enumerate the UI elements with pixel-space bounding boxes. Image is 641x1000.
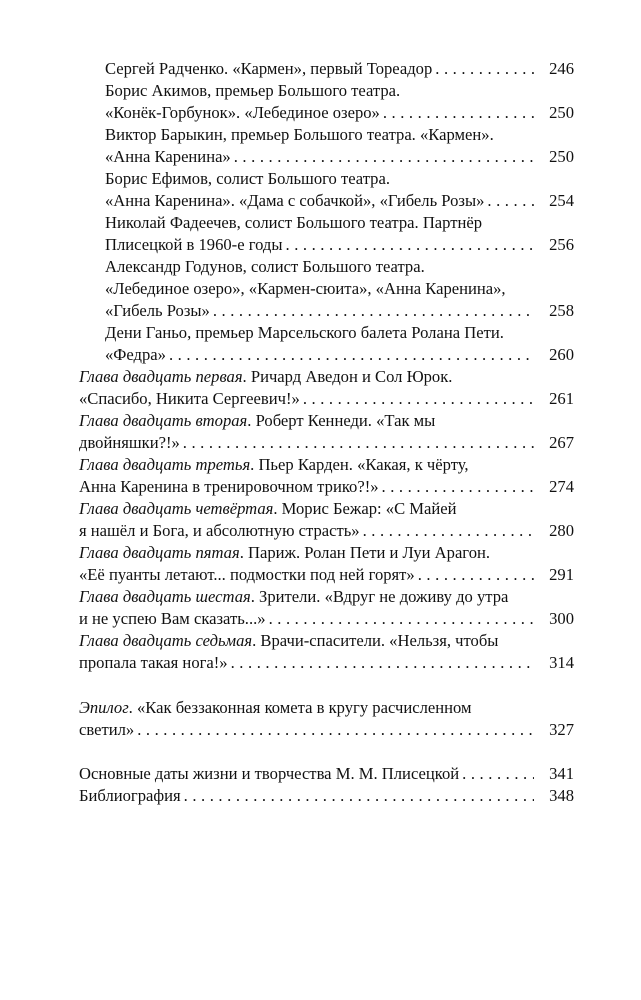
toc-entry xyxy=(79,763,574,785)
toc-entry xyxy=(79,630,574,674)
dot-leader xyxy=(169,344,534,366)
toc-entry-line xyxy=(105,322,574,344)
toc-entry-line xyxy=(79,719,574,741)
entry-title: Борис Ефимов, солист Большого театра. xyxy=(105,169,390,188)
toc-entry-text xyxy=(79,366,452,388)
dot-leader xyxy=(418,564,534,586)
toc-entry-text xyxy=(105,168,390,190)
chapter-label: Эпилог xyxy=(79,698,129,717)
entry-title: . Ричард Аведон и Сол Юрок. xyxy=(242,367,453,386)
toc-entry-line xyxy=(79,564,574,586)
entry-title: пропала такая нога!» xyxy=(79,653,228,672)
toc-entry-text xyxy=(105,344,166,366)
chapter-label: Глава двадцать шестая xyxy=(79,587,251,606)
toc-entry-text xyxy=(105,212,482,234)
page-number: 314 xyxy=(549,653,574,672)
toc-entry-text xyxy=(79,608,266,630)
toc-entry xyxy=(79,212,574,256)
dot-leader xyxy=(435,58,534,80)
toc-entry-line xyxy=(79,454,574,476)
page-number: 246 xyxy=(549,59,574,78)
chapter-label: Глава двадцать вторая xyxy=(79,411,248,430)
entry-title: . «Как беззаконная комета в кругу расчисленном xyxy=(128,698,472,717)
entry-title: Анна Каренина в тренировочном трико?!» xyxy=(79,477,379,496)
toc-entry-line xyxy=(79,410,574,432)
page-number: 250 xyxy=(549,147,574,166)
toc-entry-line xyxy=(79,763,574,785)
entry-title: . Морис Бежар: «С Майей xyxy=(273,499,457,518)
toc-entry-text xyxy=(79,454,469,476)
toc-entry xyxy=(79,366,574,410)
toc-entry-line xyxy=(105,190,574,212)
entry-title: светил» xyxy=(79,720,135,739)
page-number: 256 xyxy=(549,235,574,254)
toc-entry-text xyxy=(105,322,504,344)
toc-entry xyxy=(79,410,574,454)
toc-entry xyxy=(79,80,574,124)
page-number: 260 xyxy=(549,345,574,364)
toc-entry xyxy=(79,58,574,80)
page-number: 341 xyxy=(549,764,574,783)
toc-entry-line xyxy=(79,586,574,608)
toc-entry-line xyxy=(79,366,574,388)
toc-entry-line xyxy=(105,146,574,168)
toc-entry xyxy=(79,168,574,212)
toc-entry xyxy=(79,785,574,807)
dot-leader xyxy=(382,476,534,498)
dot-leader xyxy=(462,763,534,785)
toc-entry-text xyxy=(79,542,490,564)
toc-entry xyxy=(79,498,574,542)
toc-entry-line xyxy=(105,256,574,278)
toc-entry xyxy=(79,124,574,168)
toc-entry-text xyxy=(105,124,494,146)
dot-leader xyxy=(487,190,534,212)
toc-entry xyxy=(79,542,574,586)
entry-title: я нашёл и Бога, и абсолютную страсть» xyxy=(79,521,360,540)
entry-title: Борис Акимов, премьер Большого театра. xyxy=(105,81,401,100)
toc-entry-text xyxy=(79,410,435,432)
toc-entry-text xyxy=(79,719,134,741)
toc-entry-text xyxy=(79,652,228,674)
toc-entry-line xyxy=(105,278,574,300)
toc-entry-line xyxy=(105,212,574,234)
toc-entry-line xyxy=(79,498,574,520)
chapter-label: Глава двадцать первая xyxy=(79,367,243,386)
toc-entry-line xyxy=(105,344,574,366)
toc-entry-text xyxy=(79,498,457,520)
page-number: 327 xyxy=(549,720,574,739)
toc-entry-text xyxy=(79,697,471,719)
toc-entry xyxy=(79,586,574,630)
toc-entry-line xyxy=(105,102,574,124)
toc-entry-line xyxy=(105,58,574,80)
toc-entry-line xyxy=(105,234,574,256)
toc-entry-text xyxy=(79,630,498,652)
page-number: 261 xyxy=(549,389,574,408)
toc-entry-line xyxy=(79,697,574,719)
dot-leader xyxy=(234,146,534,168)
entry-title: «Анна Каренина». «Дама с собачкой», «Гибель Розы» xyxy=(105,191,485,210)
toc-entry-line xyxy=(79,476,574,498)
toc-entry-line xyxy=(79,388,574,410)
entry-title: и не успею Вам сказать...» xyxy=(79,609,266,628)
page-number: 300 xyxy=(549,609,574,628)
page-number: 280 xyxy=(549,521,574,540)
toc-entry-line xyxy=(79,432,574,454)
page-number: 291 xyxy=(549,565,574,584)
toc-entry-text xyxy=(105,58,432,80)
entry-title: Николай Фадеечев, солист Большого театра. Партнёр xyxy=(105,213,483,232)
dot-leader xyxy=(184,785,534,807)
toc-entry-line xyxy=(105,300,574,322)
page-number: 348 xyxy=(549,786,574,805)
toc-entry-line xyxy=(79,630,574,652)
toc-entry-text xyxy=(79,785,181,807)
entry-title: Александр Годунов, солист Большого театра. xyxy=(105,257,425,276)
chapter-label: Глава двадцать четвёртая xyxy=(79,499,274,518)
entry-title: Библиография xyxy=(79,786,181,805)
entry-title: «Федра» xyxy=(105,345,166,364)
entry-title: «Гибель Розы» xyxy=(105,301,210,320)
page-number: 258 xyxy=(549,301,574,320)
toc-entry-text xyxy=(105,234,283,256)
page-number: 274 xyxy=(549,477,574,496)
toc-entry-text xyxy=(79,432,180,454)
toc-entry-line xyxy=(79,520,574,542)
entry-title: . Пьер Карден. «Какая, к чёрту, xyxy=(250,455,469,474)
entry-title: . Париж. Ролан Пети и Луи Арагон. xyxy=(239,543,491,562)
entry-title: . Зрители. «Вдруг не доживу до утра xyxy=(250,587,509,606)
table-of-contents xyxy=(79,58,574,807)
toc-entry-line xyxy=(79,785,574,807)
entry-title: . Роберт Кеннеди. «Так мы xyxy=(247,411,436,430)
entry-title: «Лебединое озеро», «Кармен-сюита», «Анна Каренина», xyxy=(105,279,506,298)
toc-entry xyxy=(79,256,574,322)
toc-entry-text xyxy=(105,256,425,278)
toc-entry xyxy=(79,454,574,498)
toc-entry-text xyxy=(105,146,231,168)
toc-entry-text xyxy=(79,763,459,785)
entry-title: Дени Ганьо, премьер Марсельского балета Ролана Пети. xyxy=(105,323,504,342)
toc-entry-line xyxy=(105,124,574,146)
entry-title: «Конёк-Горбунок». «Лебединое озеро» xyxy=(105,103,380,122)
toc-entry-text xyxy=(79,564,415,586)
dot-leader xyxy=(363,520,534,542)
entry-title: «Анна Каренина» xyxy=(105,147,231,166)
toc-entry xyxy=(79,697,574,741)
dot-leader xyxy=(137,719,534,741)
chapter-label: Глава двадцать седьмая xyxy=(79,631,253,650)
page-number: 254 xyxy=(549,191,574,210)
toc-entry-text xyxy=(105,278,506,300)
dot-leader xyxy=(383,102,534,124)
page-number: 267 xyxy=(549,433,574,452)
dot-leader xyxy=(183,432,534,454)
entry-title: Сергей Радченко. «Кармен», первый Тореадор xyxy=(105,59,433,78)
toc-entry-text xyxy=(105,80,400,102)
dot-leader xyxy=(213,300,534,322)
entry-title: Основные даты жизни и творчества М. М. Плисецкой xyxy=(79,764,460,783)
toc-entry-text xyxy=(105,190,484,212)
chapter-label: Глава двадцать пятая xyxy=(79,543,240,562)
toc-entry-line xyxy=(105,168,574,190)
toc-entry-text xyxy=(79,476,379,498)
toc-entry-text xyxy=(105,102,380,124)
entry-title: двойняшки?!» xyxy=(79,433,180,452)
entry-title: «Спасибо, Никита Сергеевич!» xyxy=(79,389,300,408)
dot-leader xyxy=(269,608,534,630)
entry-title: Плисецкой в 1960-е годы xyxy=(105,235,283,254)
page-number: 250 xyxy=(549,103,574,122)
dot-leader xyxy=(303,388,534,410)
dot-leader xyxy=(286,234,534,256)
toc-entry xyxy=(79,322,574,366)
toc-entry-line xyxy=(79,608,574,630)
toc-entry-line xyxy=(79,542,574,564)
chapter-label: Глава двадцать третья xyxy=(79,455,251,474)
dot-leader xyxy=(231,652,534,674)
toc-entry-text xyxy=(79,388,300,410)
toc-entry-text xyxy=(105,300,210,322)
toc-entry-line xyxy=(105,80,574,102)
toc-entry-line xyxy=(79,652,574,674)
toc-entry-text xyxy=(79,586,508,608)
toc-entry-text xyxy=(79,520,360,542)
entry-title: . Врачи-спасители. «Нельзя, чтобы xyxy=(252,631,499,650)
entry-title: Виктор Барыкин, премьер Большого театра. «Кармен». xyxy=(105,125,494,144)
entry-title: «Её пуанты летают... подмостки под ней горят» xyxy=(79,565,415,584)
